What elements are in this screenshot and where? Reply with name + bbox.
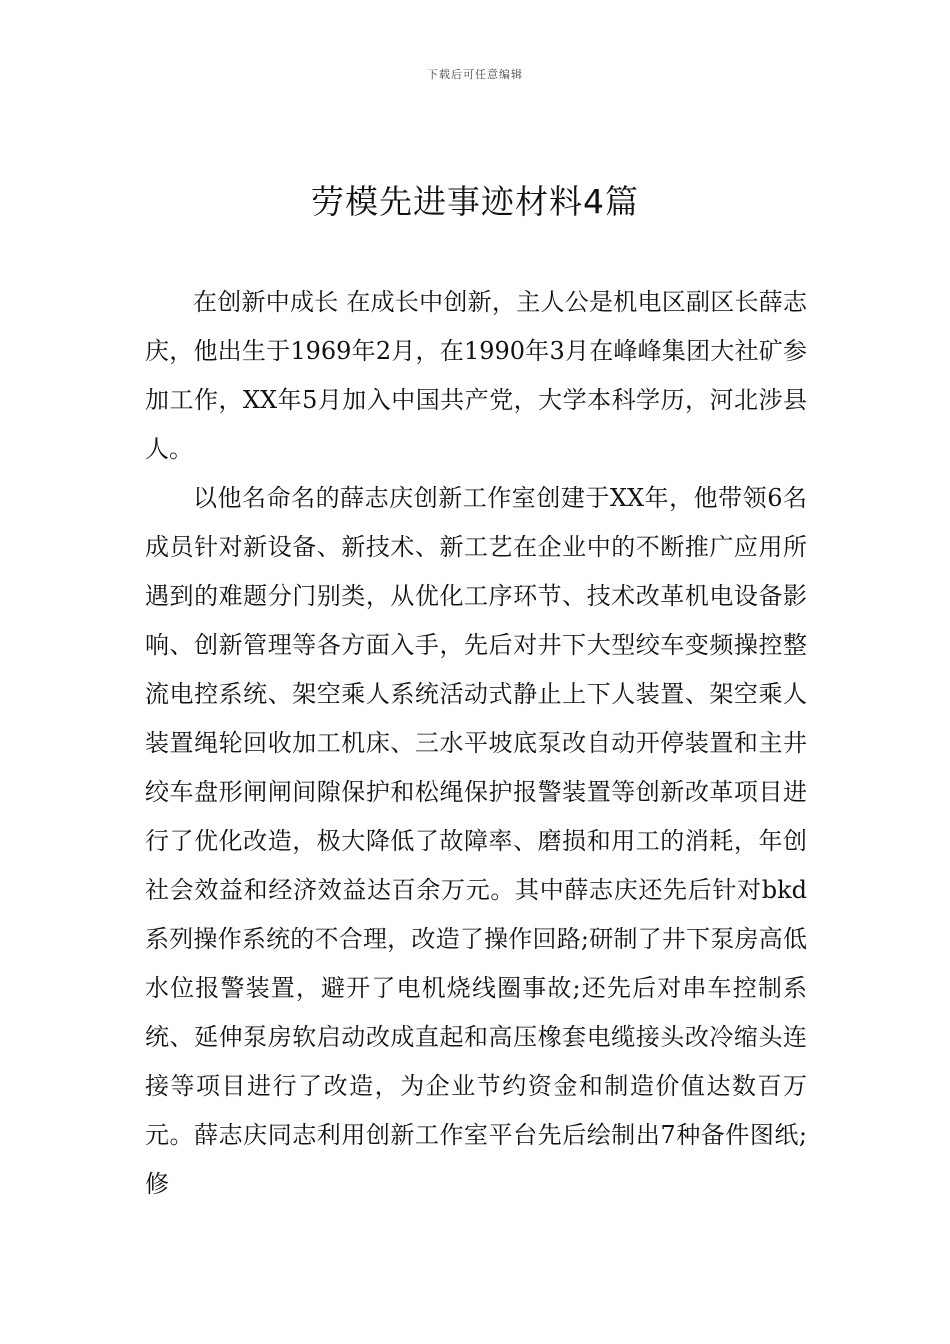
paragraph-intro: 在创新中成长 在成长中创新，主人公是机电区副区长薛志庆，他出生于1969年2月，在1990年3月在峰峰集团大社矿参加工作，XX年5月加入中国共产党，大学本科学历，河北涉县人。 [145,288,807,463]
document-body [145,278,807,1209]
document-title: 劳模先进事迹材料4篇 [311,182,639,221]
download-note: 下载后可任意编辑 [427,68,523,81]
paragraph-innovation: 以他名命名的薛志庆创新工作室创建于XX年，他带领6名成员针对新设备、新技术、新工艺在企业中的不断推广应用所遇到的难题分门别类，从优化工序环节、技术改革机电设备影响、创新管理等各方面入手，先后对井下大型绞车变频操控整流电控系统、架空乘人系统活动式静止上下人装置、架空乘人装置绳轮回收加工机床、三水平坡底泵改自动开停装置和主井绞车盘形闸闸间隙保护和松绳保护报警装置等创新改革项目进行了优化改造，极大降低了故障率、磨损和用工的消耗，年创社会效益和经济效益达百余万元。其中薛志庆还先后针对bkd系列操作系统的不合理，改造了操作回路;研制了井下泵房高低水位报警装置，避开了电机烧线圈事故;还先后对串车控制系统、延伸泵房软启动改成直起和高压橡套电缆接头改冷缩头连接等项目进行了改造，为企业节约资金和制造价值达数百万元。薛志庆同志利用创新工作室平台先后绘制出7种备件图纸;修 [145,484,807,1198]
